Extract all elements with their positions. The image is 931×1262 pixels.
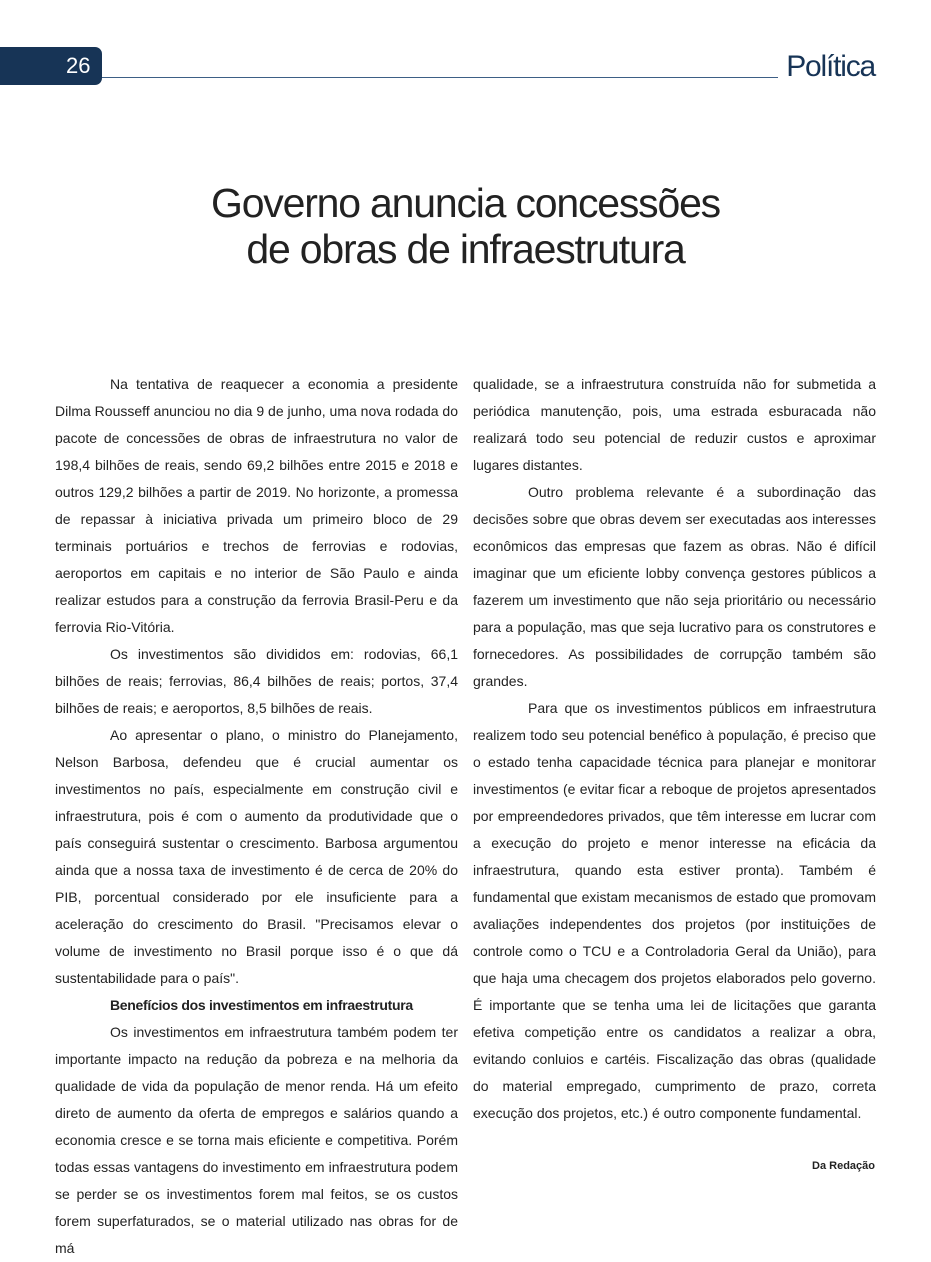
byline: Da Redação <box>812 1160 875 1172</box>
paragraph: Os investimentos em infraestrutura também podem ter importante impacto na redução da pobreza e na melhoria da qualidade de vida da população de menor renda. Há um efeito direto de aumento da oferta de empregos e salários quando a economia cresce e se torna mais eficiente e competitiva. Porém todas essas vantagens do investimento em infraestrutura podem se perder se os investimentos forem mal feitos, se os custos forem superfaturados, se o material utilizado nas obras for de má <box>55 1024 458 1256</box>
paragraph: Os investimentos são divididos em: rodovias, 66,1 bilhões de reais; ferrovias, 86,4 bilhões de reais; portos, 37,4 bilhões de reais; e aeroportos, 8,5 bilhões de reais. <box>55 646 458 716</box>
section-label: Política <box>786 50 875 83</box>
article-title <box>0 180 931 272</box>
page-number: 26 <box>66 53 91 78</box>
paragraph: Ao apresentar o plano, o ministro do Planejamento, Nelson Barbosa, defendeu que é crucial aumentar os investimentos no país, especialmente em construção civil e infraestrutura, pois é com o aumento da produtividade que o país conseguirá sustentar o crescimento. Barbosa argumentou ainda que a nossa taxa de investimento é de cerca de 20% do PIB, porcentual considerado por ele insuficiente para a aceleração do crescimento do Brasil. "Precisamos elevar o volume de investimento no Brasil porque isso é o que dá sustentabilidade para o país". <box>55 727 458 986</box>
page-number-tab <box>0 47 102 85</box>
right-column <box>473 371 876 1127</box>
paragraph: Para que os investimentos públicos em infraestrutura realizem todo seu potencial benéfico à população, é preciso que o estado tenha capacidade técnica para planejar e monitorar investimentos (e evitar ficar a reboque de projetos apresentados por empreendedores privados, que têm interesse em lucrar com a execução do projeto e menor interesse na eficácia da infraestrutura, quando esta estiver pronta). Também é fundamental que existam mecanismos de estado que promovam avaliações independentes dos projetos (por instituições de controle como o TCU e a Controladoria Geral da União), para que haja uma checagem dos projetos elaborados pelo governo. É importante que se tenha uma lei de licitações que garanta efetiva competição entre os candidatos a realizar a obra, evitando conluios e cartéis. Fiscalização das obras (qualidade do material empregado, cumprimento de prazo, correta execução dos projetos, etc.) é outro componente fundamental. <box>473 700 876 1121</box>
article-title-line-1: Governo anuncia concessões <box>211 180 720 226</box>
paragraph: qualidade, se a infraestrutura construída não for submetida a periódica manutenção, pois, uma estrada esburacada não realizará todo seu potencial de reduzir custos e aproximar lugares distantes. <box>473 376 876 473</box>
paragraph: Na tentativa de reaquecer a economia a presidente Dilma Rousseff anunciou no dia 9 de junho, uma nova rodada do pacote de concessões de obras de infraestrutura no valor de 198,4 bilhões de reais, sendo 69,2 bilhões entre 2015 e 2018 e outros 129,2 bilhões a partir de 2019. No horizonte, a promessa de repassar à iniciativa privada um primeiro bloco de 29 terminais portuários e trechos de ferrovias e rodovias, aeroportos em capitais e no interior de São Paulo e ainda realizar estudos para a construção da ferrovia Brasil-Peru e da ferrovia Rio-Vitória. <box>55 376 458 635</box>
article-title-line-2: de obras de infraestrutura <box>246 226 685 272</box>
left-column <box>55 371 458 1262</box>
section-subheading: Benefícios dos investimentos em infraestrutura <box>110 997 413 1013</box>
header-rule <box>102 77 778 78</box>
paragraph: Outro problema relevante é a subordinação das decisões sobre que obras devem ser executadas aos interesses econômicos das empresas que fazem as obras. Não é difícil imaginar que um eficiente lobby convença gestores públicos a fazerem um investimento que não seja prioritário ou necessário para a população, mas que seja lucrativo para os construtores e fornecedores. As possibilidades de corrupção também são grandes. <box>473 484 876 689</box>
